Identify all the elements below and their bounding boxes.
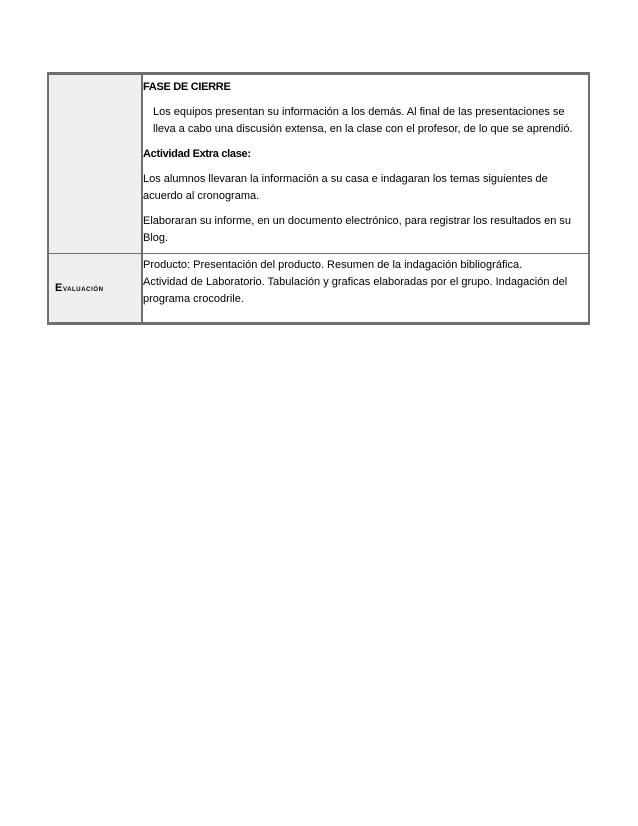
evaluacion-label (49, 282, 141, 294)
evaluacion-label-initial: E (55, 282, 63, 294)
cierre-paragraph-alumnos: Los alumnos llevaran la información a su casa e indagaran los temas siguientes de acuerdo al cronograma. (143, 173, 548, 202)
evaluacion-producto-line: Producto: Presentación del producto. Resumen de la indagación bibliográfica. (143, 259, 523, 271)
cierre-paragraph-presentaciones: Los equipos presentan su información a los demás. Al final de las presentaciones se lleva a cabo una discusión extensa, en la clase con el profesor, de lo que se aprendió. (153, 106, 573, 135)
row-fase-de-cierre (48, 74, 589, 254)
evaluacion-content-cell (142, 254, 589, 324)
row-label-cell-empty (48, 74, 142, 254)
activity-table (47, 72, 590, 325)
evaluacion-label-cell (48, 254, 142, 324)
evaluacion-actividad-line: Actividad de Laboratorio. Tabulación y graficas elaboradas por el grupo. Indagación del programa crocodrile. (143, 276, 568, 305)
row-evaluacion (48, 254, 589, 324)
cierre-paragraph-informe: Elaboraran su informe, en un documento electrónico, para registrar los resultados en su Blog. (143, 215, 572, 244)
fase-de-cierre-heading: FASE DE CIERRE (143, 81, 231, 93)
cierre-content-cell (142, 74, 589, 254)
actividad-extra-clase-heading: Actividad Extra clase: (143, 148, 251, 160)
evaluacion-label-rest: valuación (62, 283, 104, 293)
